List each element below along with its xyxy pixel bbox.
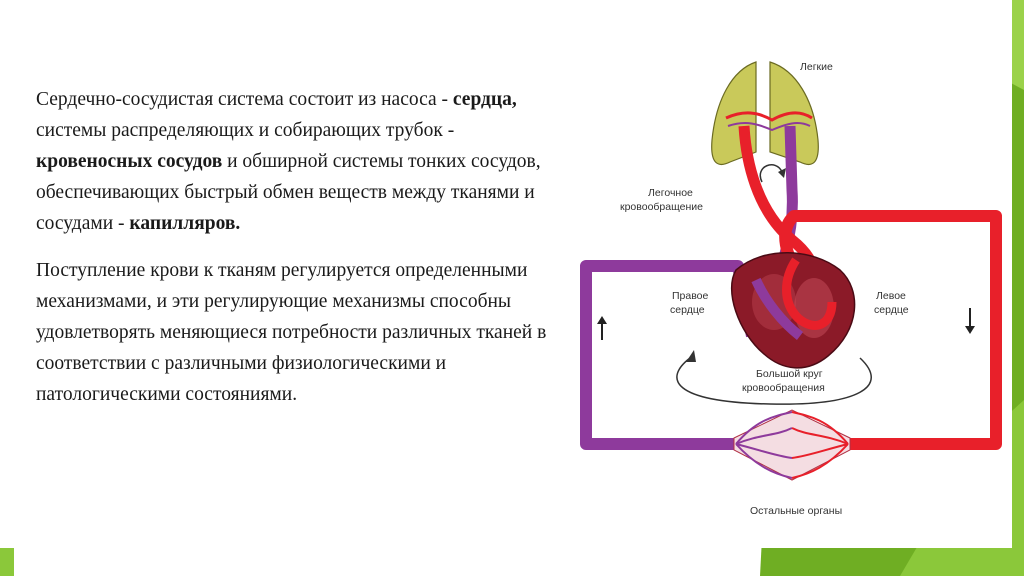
label-pulmonary-line2: кровообращение bbox=[620, 201, 703, 213]
lungs-image bbox=[712, 62, 819, 164]
label-left-heart-line2: сердце bbox=[874, 304, 909, 316]
term-blood-vessels: кровеносных сосудов bbox=[36, 151, 223, 172]
label-pulmonary-line1: Легочное bbox=[648, 187, 693, 199]
label-systemic-line1: Большой круг bbox=[756, 368, 823, 380]
slide-body-text bbox=[36, 84, 556, 410]
label-lungs: Легкие bbox=[800, 61, 833, 73]
term-capillaries: капилляров. bbox=[129, 213, 241, 234]
paragraph-regulation: Поступление крови к тканям регулируется определенными механизмами, и эти регулирующие механизмы способны удовлетворять меняющиеся потребности различных тканей в соответствии с различными физиологическими и патологическими состояниями. bbox=[36, 260, 547, 405]
systemic-vein-loop bbox=[586, 266, 752, 444]
down-arrow-icon bbox=[965, 308, 975, 334]
label-right-heart-line2: сердце bbox=[670, 304, 705, 316]
up-arrow-icon bbox=[597, 316, 607, 340]
term-heart: сердца, bbox=[452, 89, 517, 110]
paragraph-structure: Сердечно-сосудистая система состоит из насоса - сердца, системы распределяющих и собирающих трубок - кровеносных сосудов и обширной системы тонких сосудов, обеспечивающих быстрый обмен веществ между тканями и сосудами - капилляров. bbox=[36, 89, 541, 234]
label-other-organs: Остальные органы bbox=[750, 505, 843, 517]
heart-image bbox=[732, 253, 855, 368]
label-right-heart-line1: Правое bbox=[672, 290, 709, 302]
pulmonary-loop-arrow-icon bbox=[760, 165, 782, 182]
capillary-bed-image bbox=[734, 410, 850, 480]
label-systemic-line2: кровообращения bbox=[742, 382, 825, 394]
label-left-heart-line1: Левое bbox=[876, 290, 906, 302]
circulation-diagram bbox=[560, 40, 1024, 524]
